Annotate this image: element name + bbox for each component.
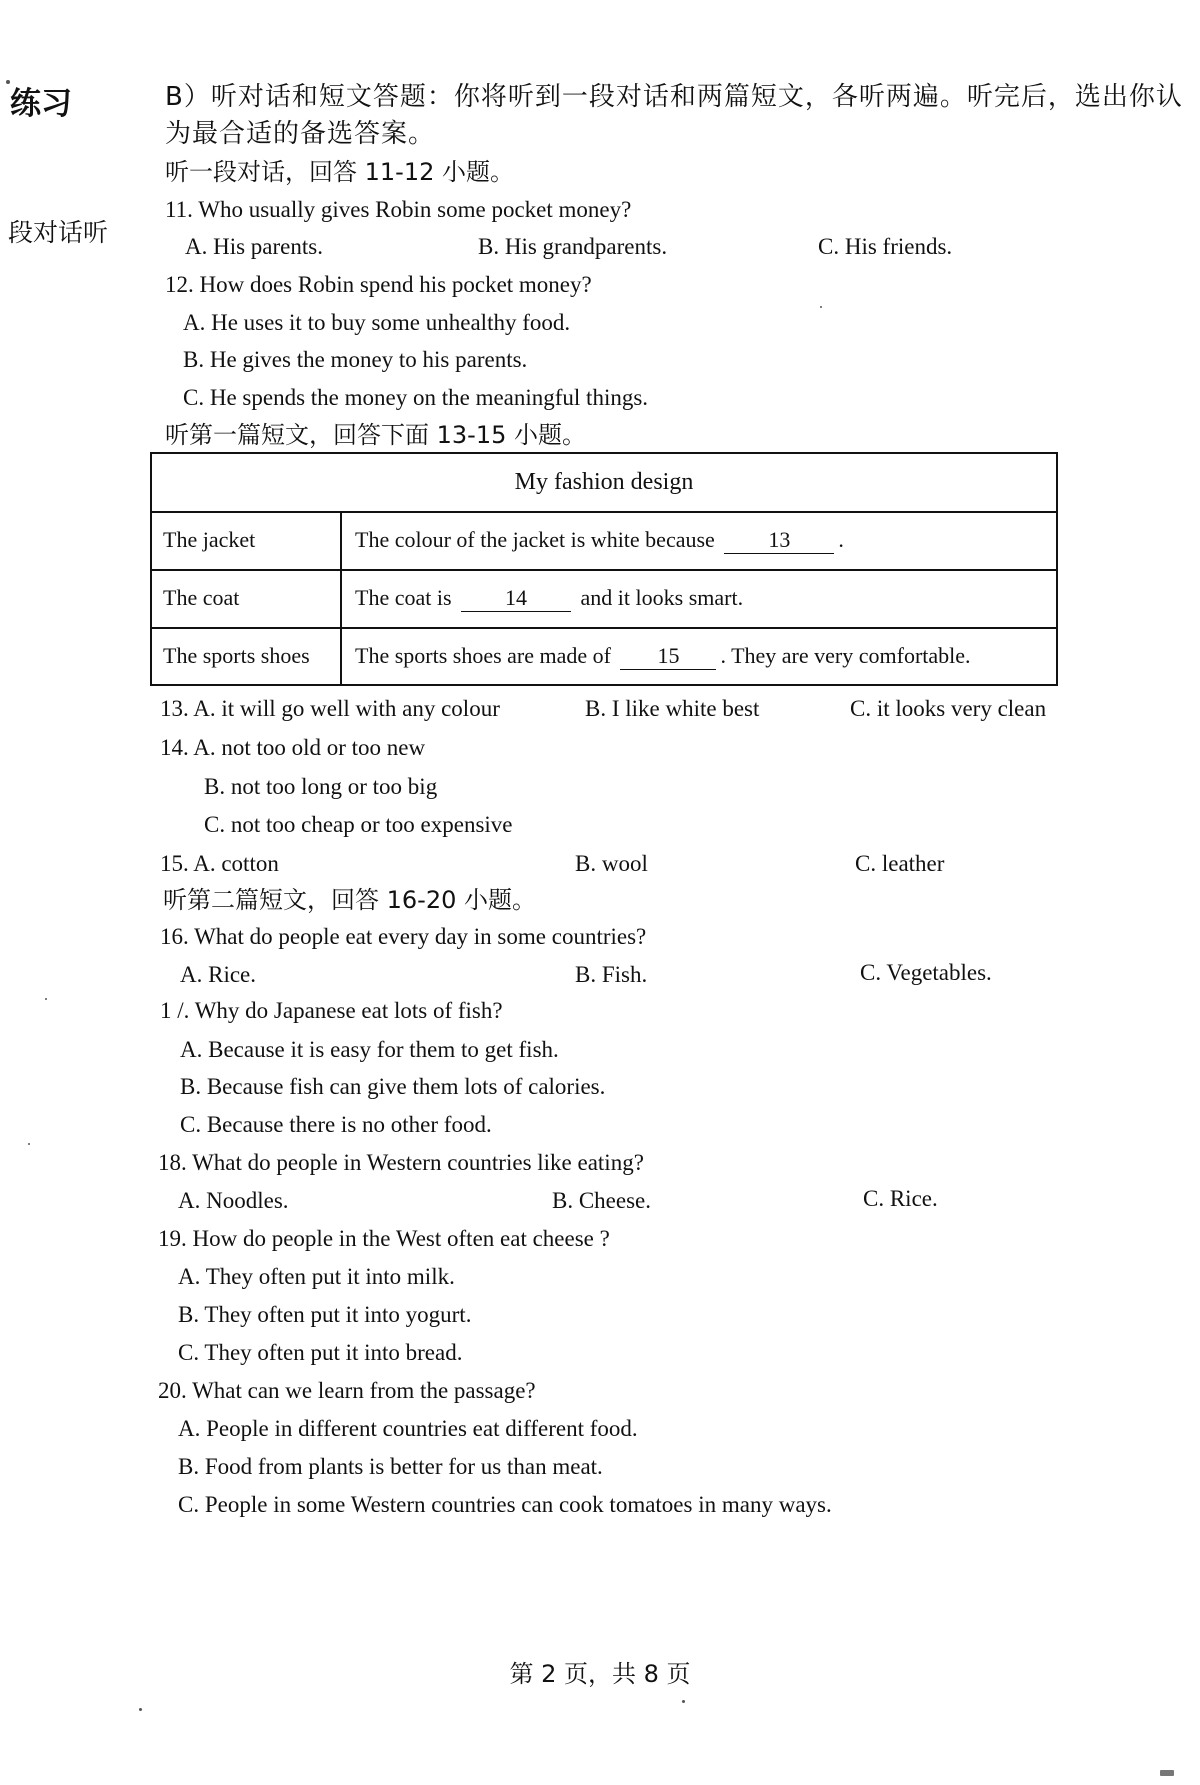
table-row (152, 629, 1056, 687)
q12-option-a: A. He uses it to buy some unhealthy food. (183, 310, 571, 335)
q12-option-b: B. He gives the money to his parents. (183, 347, 528, 372)
q11-option-b: B. His grandparents. (478, 234, 668, 259)
q16-option-c: C. Vegetables. (860, 960, 992, 985)
q20-option-b: B. Food from plants is better for us than meat. (178, 1454, 603, 1479)
row-text-before: The coat is (355, 585, 452, 610)
q20-option-c: C. People in some Western countries can cook tomatoes in many ways. (178, 1492, 832, 1517)
q11-option-a: A. His parents. (185, 234, 323, 259)
q11-option-c: C. His friends. (818, 234, 953, 259)
table-title: My fashion design (514, 469, 694, 495)
section-b-instruction-line1: B）听对话和短文答题：你将听到一段对话和两篇短文，各听两遍。听完后，选出你认 (165, 82, 1183, 112)
page-number-footer: 第 2 页，共 8 页 (509, 1660, 691, 1688)
q13-option-a: 13. A. it will go well with any colour (160, 696, 500, 721)
blank-14: 14 (461, 585, 571, 612)
q17-option-c: C. Because there is no other food. (180, 1112, 492, 1137)
passage2-heading: 听第二篇短文，回答 16-20 小题。 (163, 886, 536, 914)
q20-option-a: A. People in different countries eat different food. (178, 1416, 638, 1441)
q14-option-b: B. not too long or too big (204, 774, 438, 799)
scan-speck (45, 998, 47, 1000)
section-b-instruction-line2: 为最合适的备选答案。 (165, 119, 436, 149)
q15-option-c: C. leather (855, 851, 945, 876)
row-text-before: The sports shoes are made of (355, 643, 611, 668)
q13-option-c: C. it looks very clean (850, 696, 1047, 721)
q15-option-a: 15. A. cotton (160, 851, 279, 876)
q13-option-b: B. I like white best (585, 696, 760, 721)
scan-speck (682, 1700, 685, 1703)
q20-stem: 20. What can we learn from the passage? (158, 1378, 536, 1403)
q19-option-c: C. They often put it into bread. (178, 1340, 463, 1365)
q18-stem: 18. What do people in Western countries like eating? (158, 1150, 644, 1175)
q15-option-b: B. wool (575, 851, 648, 876)
margin-dialogue-label: 段对话听 (8, 218, 109, 247)
q14-option-c: C. not too cheap or too expensive (204, 812, 513, 837)
row-text-before: The colour of the jacket is white because (355, 527, 715, 552)
q19-option-b: B. They often put it into yogurt. (178, 1302, 472, 1327)
table-row-value (355, 585, 743, 612)
q18-option-b: B. Cheese. (552, 1188, 652, 1213)
scan-speck (6, 80, 10, 84)
table-row-key: The jacket (163, 527, 256, 552)
q17-stem: 1 /. Why do Japanese eat lots of fish? (160, 998, 503, 1023)
q14-option-a: 14. A. not too old or too new (160, 735, 426, 760)
q12-stem: 12. How does Robin spend his pocket money? (165, 272, 592, 297)
q11-stem: 11. Who usually gives Robin some pocket money? (165, 197, 632, 222)
table-row (152, 513, 1056, 571)
q17-option-b: B. Because fish can give them lots of calories. (180, 1074, 606, 1099)
scan-speck (139, 1708, 142, 1711)
row-text-after: and it looks smart. (580, 585, 744, 610)
scan-speck (820, 306, 822, 308)
scan-watermark-logo (1160, 1770, 1174, 1776)
q18-option-a: A. Noodles. (178, 1188, 289, 1213)
passage1-heading: 听第一篇短文，回答下面 13-15 小题。 (165, 421, 586, 449)
q19-stem: 19. How do people in the West often eat cheese ? (158, 1226, 610, 1251)
table-row-key: The coat (163, 585, 240, 610)
blank-13: 13 (724, 527, 834, 554)
q17-option-a: A. Because it is easy for them to get fish. (180, 1037, 559, 1062)
table-row (152, 571, 1056, 629)
q12-option-c: C. He spends the money on the meaningful things. (183, 385, 649, 410)
q16-option-a: A. Rice. (180, 962, 257, 987)
q16-option-b: B. Fish. (575, 962, 648, 987)
table-title-row (152, 454, 1056, 513)
dialogue-heading: 听一段对话，回答 11-12 小题。 (165, 158, 514, 186)
table-row-value (355, 643, 971, 670)
blank-15: 15 (620, 643, 716, 670)
table-row-value (355, 527, 844, 554)
q16-stem: 16. What do people eat every day in some countries? (160, 924, 647, 949)
margin-practice-label: 练习 (10, 86, 72, 122)
table-row-key: The sports shoes (163, 643, 310, 668)
fashion-design-table (150, 452, 1058, 686)
q18-option-c: C. Rice. (863, 1186, 938, 1211)
q19-option-a: A. They often put it into milk. (178, 1264, 455, 1289)
scan-speck (28, 1143, 30, 1145)
row-text-after: . They are very comfortable. (720, 643, 971, 668)
row-text-after: . (838, 527, 844, 552)
